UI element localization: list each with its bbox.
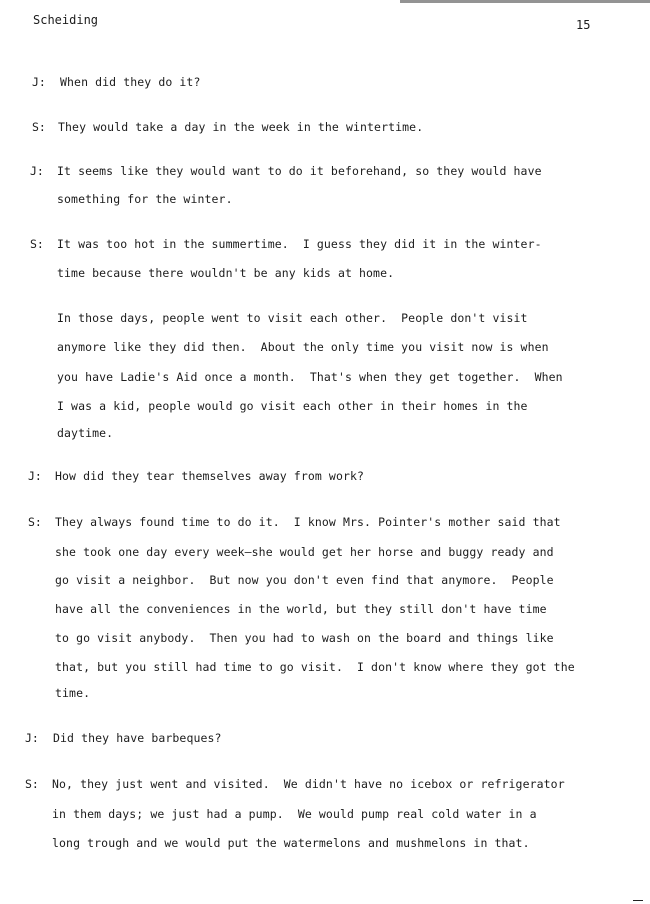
transcript-line: In those days, people went to visit each other. People don't visit — [57, 311, 528, 325]
transcript-line: long trough and we would put the watermelons and mushmelons in that. — [52, 836, 530, 850]
speaker-label: S: — [25, 777, 39, 791]
transcript-line: It seems like they would want to do it beforehand, so they would have — [57, 164, 542, 178]
transcript-line: daytime. — [57, 426, 114, 440]
transcript-line: have all the conveniences in the world, but they still don't have time — [55, 602, 547, 616]
transcript-line: I was a kid, people would go visit each other in their homes in the — [57, 399, 528, 413]
transcript-line: in them days; we just had a pump. We would pump real cold water in a — [52, 807, 537, 821]
scan-mark — [633, 900, 643, 901]
transcript-line: It was too hot in the summertime. I guess they did it in the winter- — [57, 237, 542, 251]
speaker-label: J: — [32, 75, 46, 89]
speaker-label: S: — [28, 515, 42, 529]
transcript-line: When did they do it? — [60, 75, 201, 89]
transcript-line: How did they tear themselves away from work? — [55, 469, 365, 483]
speaker-label: J: — [30, 164, 44, 178]
transcript-line: time because there wouldn't be any kids at home. — [57, 266, 395, 280]
page-number: 15 — [576, 18, 591, 32]
transcript-line: No, they just went and visited. We didn't have no icebox or refrigerator — [52, 777, 565, 791]
transcript-line: They always found time to do it. I know Mrs. Pointer's mother said that — [55, 515, 561, 529]
transcript-line: anymore like they did then. About the only time you visit now is when — [57, 340, 549, 354]
transcript-line: you have Ladie's Aid once a month. That's when they get together. When — [57, 370, 563, 384]
speaker-label: J: — [25, 731, 39, 745]
header-name: Scheiding — [33, 13, 99, 27]
transcript-line: They would take a day in the week in the wintertime. — [58, 120, 424, 134]
transcript-line: time. — [55, 686, 91, 700]
speaker-label: S: — [30, 237, 44, 251]
speaker-label: S: — [32, 120, 46, 134]
transcript-line: go visit a neighbor. But now you don't even find that anymore. People — [55, 573, 554, 587]
speaker-label: J: — [28, 469, 42, 483]
transcript-line: Did they have barbeques? — [53, 731, 222, 745]
transcript-line: she took one day every week—she would get her horse and buggy ready and — [55, 545, 554, 559]
transcript-line: to go visit anybody. Then you had to wash on the board and things like — [55, 631, 554, 645]
transcript-line: something for the winter. — [57, 192, 233, 206]
transcript-line: that, but you still had time to go visit. I don't know where they got the — [55, 660, 575, 674]
scan-edge-line — [400, 0, 650, 3]
